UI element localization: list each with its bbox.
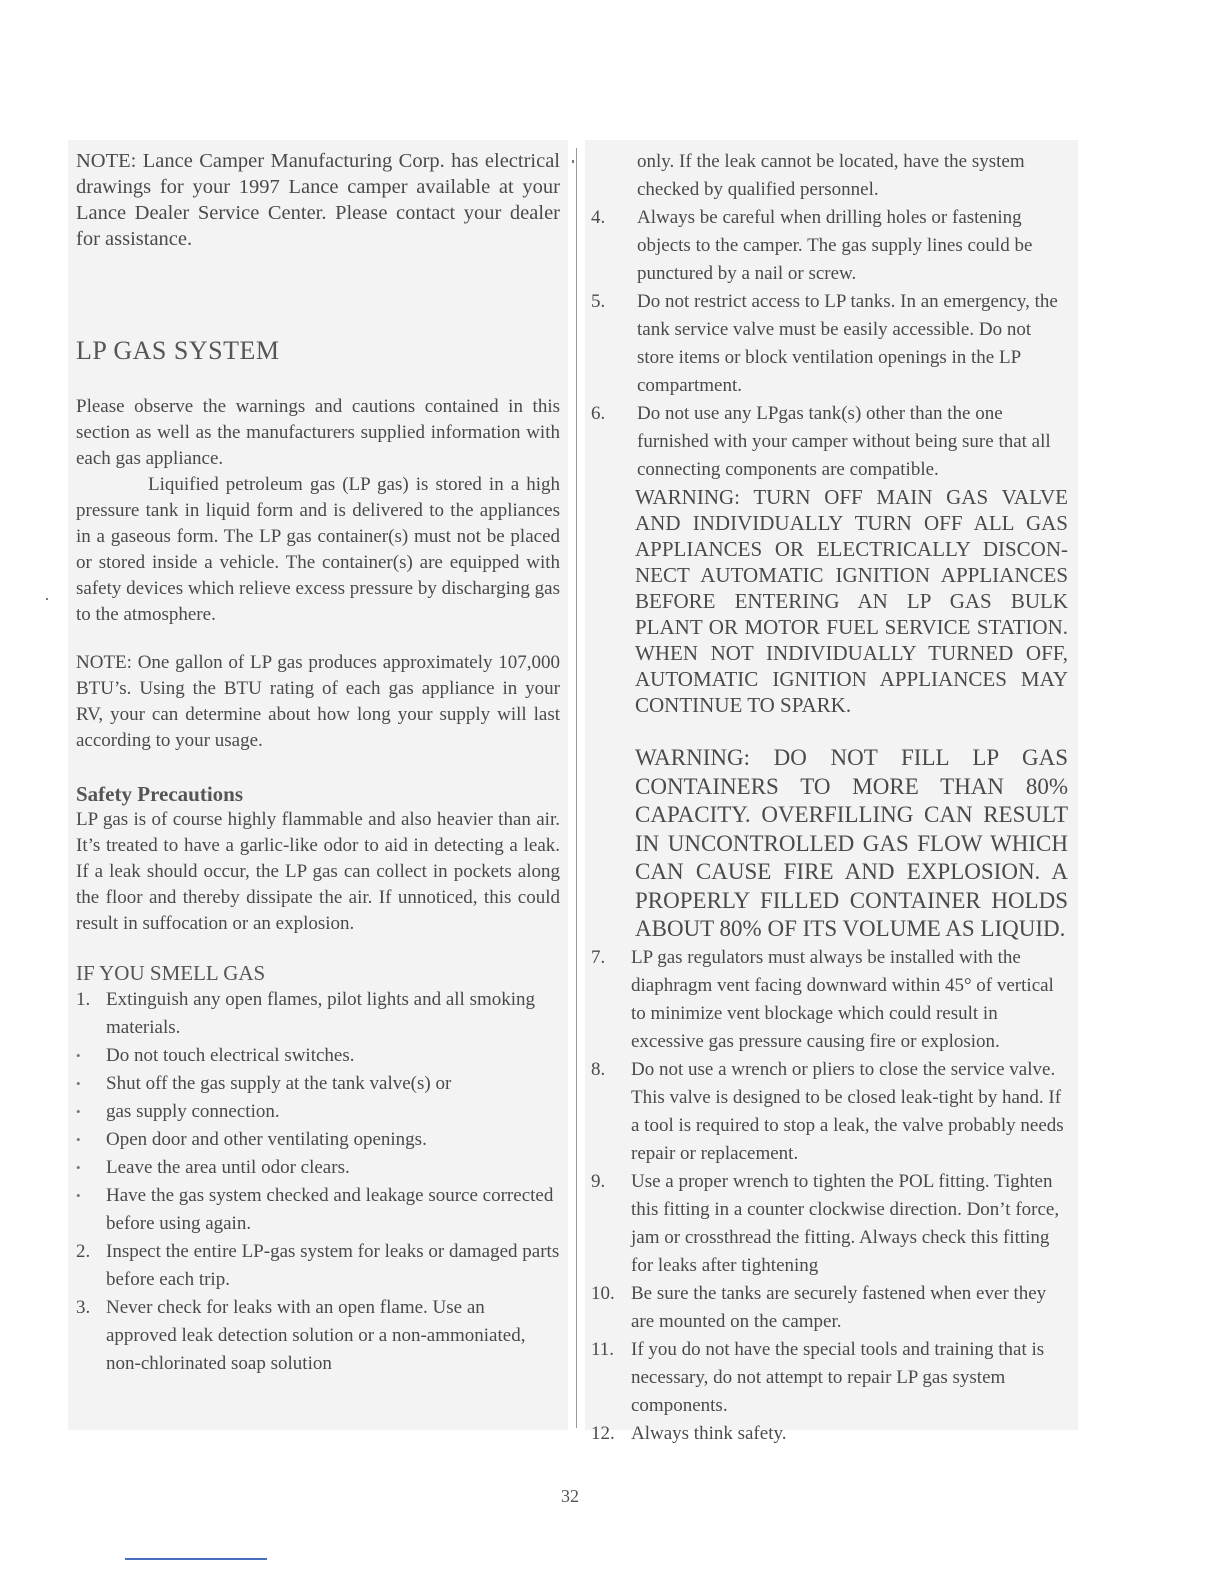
warning-capacity — [591, 744, 1068, 944]
column-divider — [576, 148, 577, 1428]
list-item-text: Do not use any LPgas tank(s) other than the one furnished with your camper without being sure that all connecting components are compatible. — [637, 403, 1051, 480]
list-item — [76, 1154, 560, 1182]
warning-label: WARNING: — [635, 485, 740, 509]
list-item — [591, 148, 1068, 204]
warning-ignition — [591, 484, 1068, 718]
right-column — [585, 140, 1078, 1444]
intro-paragraph: Please observe the warnings and cautions contained in this section as well as the manufacturers supplied information with each gas appliance. — [76, 396, 560, 469]
list-item — [591, 1420, 1068, 1448]
list-number: 8. — [591, 1058, 606, 1080]
list-item — [591, 204, 1068, 288]
list-item — [591, 1280, 1068, 1336]
smell-gas-list — [76, 986, 560, 1378]
warning-label: WARNING: — [635, 745, 750, 770]
list-number: 7. — [591, 946, 606, 968]
warning-text: DO NOT FILL LP GAS CONTAINERS TO MORE THAN 80% CAPACITY. OVERFILLING CAN RESULT IN UNCONTROLLED GAS FLOW WHICH CAN CAUSE FIRE AND EXPLOSION. A PROPERLY FILLED CONTAINER HOLDS ABOUT 80% OF ITS VOLUME AS LIQUID. — [635, 745, 1068, 941]
continuation-text: only. If the leak cannot be located, have the system checked by qualified personnel. — [637, 151, 1025, 200]
list-number: 5. — [591, 291, 606, 312]
list-item-text: Always be careful when drilling holes or fastening objects to the camper. The gas supply lines could be punctured by a nail or screw. — [637, 207, 1033, 284]
list-item-text: Be sure the tanks are securely fastened when ever they are mounted on the camper. — [631, 1282, 1047, 1332]
list-item-text: LP gas regulators must always be installed with the diaphragm vent facing downward within 45° of vertical to minimize vent blockage which could result in excessive gas pressure causing fire or explosion. — [631, 946, 1054, 1052]
bullet-marker: • — [76, 1076, 81, 1091]
dealer-note: NOTE: Lance Camper Manufacturing Corp. has electrical drawings for your 1997 Lance camper available at your Lance Dealer Service Center. Please contact your dealer for assistance. — [76, 150, 560, 250]
list-number: 3. — [76, 1297, 91, 1318]
list-item — [76, 1294, 560, 1378]
page-number: 32 — [561, 1486, 579, 1506]
list-number: 1. — [76, 989, 91, 1010]
precautions-list-b — [591, 944, 1068, 1448]
scan-speck — [572, 160, 574, 163]
list-item-text: If you do not have the special tools and training that is necessary, do not attempt to repair LP gas system components. — [631, 1338, 1045, 1416]
list-number: 9. — [591, 1170, 606, 1192]
smell-gas-heading: IF YOU SMELL GAS — [76, 961, 266, 985]
list-item-text: Always think safety. — [631, 1422, 787, 1444]
list-item-text: Inspect the entire LP-gas system for leaks or damaged parts before each trip. — [106, 1241, 560, 1290]
list-item-text: Shut off the gas supply at the tank valve(s) or — [106, 1073, 452, 1094]
list-item — [591, 400, 1068, 484]
list-item-text: Have the gas system checked and leakage source corrected before using again. — [106, 1185, 554, 1234]
warning-text: TURN OFF MAIN GAS VALVE AND INDIVIDUALLY TURN OFF ALL GAS APPLIANCES OR ELECTRICALLY DISCON-NECT AUTOMATIC IGNITION APPLIANCES BEFORE ENTERING AN LP GAS BULK PLANT OR MOTOR FUEL SERVICE STATION. WHEN NOT INDIVIDUALLY TURNED OFF, AUTOMATIC IGNITION APPLIANCES MAY CONTINUE TO SPARK. — [635, 485, 1068, 717]
bullet-marker: • — [76, 1132, 81, 1147]
list-item-text: Leave the area until odor clears. — [106, 1157, 350, 1178]
list-item-text: Do not use a wrench or pliers to close the service valve. This valve is designed to be closed leak-tight by hand. If a tool is required to stop a leak, the valve probably needs repair or replacement. — [631, 1058, 1064, 1164]
left-column — [68, 140, 568, 1430]
scan-speck — [46, 598, 48, 600]
list-item — [76, 986, 560, 1042]
list-number: 11. — [591, 1338, 615, 1360]
safety-paragraph: LP gas is of course highly flammable and also heavier than air. It’s treated to have a garlic-like odor to aid in detecting a leak. If a leak should occur, the LP gas can collect in pockets along the floor and thereby dissipate the air. If unnoticed, this could result in suffocation or an explosion. — [76, 809, 560, 934]
list-item — [76, 1070, 560, 1098]
list-item — [76, 1182, 560, 1238]
list-item-text: Do not touch electrical switches. — [106, 1045, 355, 1066]
list-item — [591, 288, 1068, 400]
list-number: 6. — [591, 403, 606, 424]
list-number: 10. — [591, 1282, 615, 1304]
btu-note: NOTE: One gallon of LP gas produces approximately 107,000 BTU’s. Using the BTU rating of each gas appliance in your RV, your can determine about how long your supply will last according to your usage. — [76, 652, 560, 751]
list-item — [591, 1336, 1068, 1420]
list-number: 4. — [591, 207, 606, 228]
list-number: 2. — [76, 1241, 91, 1262]
list-item — [76, 1238, 560, 1294]
list-item-text: Do not restrict access to LP tanks. In an emergency, the tank service valve must be easily accessible. Do not store items or block ventilation openings in the LP compartment. — [637, 291, 1058, 396]
underline-mark — [125, 1558, 267, 1560]
list-item-text: gas supply connection. — [106, 1101, 280, 1122]
list-item — [591, 1056, 1068, 1168]
list-item — [591, 1168, 1068, 1280]
list-item-text: Open door and other ventilating openings. — [106, 1129, 427, 1150]
list-item — [76, 1042, 560, 1070]
precautions-list-a — [591, 204, 1068, 484]
bullet-marker: • — [76, 1104, 81, 1119]
list-item — [591, 944, 1068, 1056]
bullet-marker: • — [76, 1048, 81, 1063]
bullet-marker: • — [76, 1160, 81, 1175]
safety-heading: Safety Precautions — [76, 782, 244, 806]
section-title: LP GAS SYSTEM — [76, 336, 280, 365]
list-item — [76, 1126, 560, 1154]
list-item — [76, 1098, 560, 1126]
list-item-text: Use a proper wrench to tighten the POL fitting. Tighten this fitting in a counter clockwise direction. Don’t force, jam or crossthread the fitting. Always check this fitting for leaks after tightening — [631, 1170, 1060, 1276]
list-item-text: Extinguish any open flames, pilot lights and all smoking materials. — [106, 989, 536, 1038]
bullet-marker: • — [76, 1188, 81, 1203]
list-item-text: Never check for leaks with an open flame. Use an approved leak detection solution or a non-ammoniated, non-chlorinated soap solution — [106, 1297, 526, 1374]
lp-gas-paragraph: Liquified petroleum gas (LP gas) is stored in a high pressure tank in liquid form and is delivered to the appliances in a gaseous form. The LP gas container(s) must not be placed or stored inside a vehicle. The container(s) are equipped with safety devices which relieve excess pressure by discharging gas to the atmosphere. — [76, 474, 560, 625]
list-number: 12. — [591, 1422, 615, 1444]
